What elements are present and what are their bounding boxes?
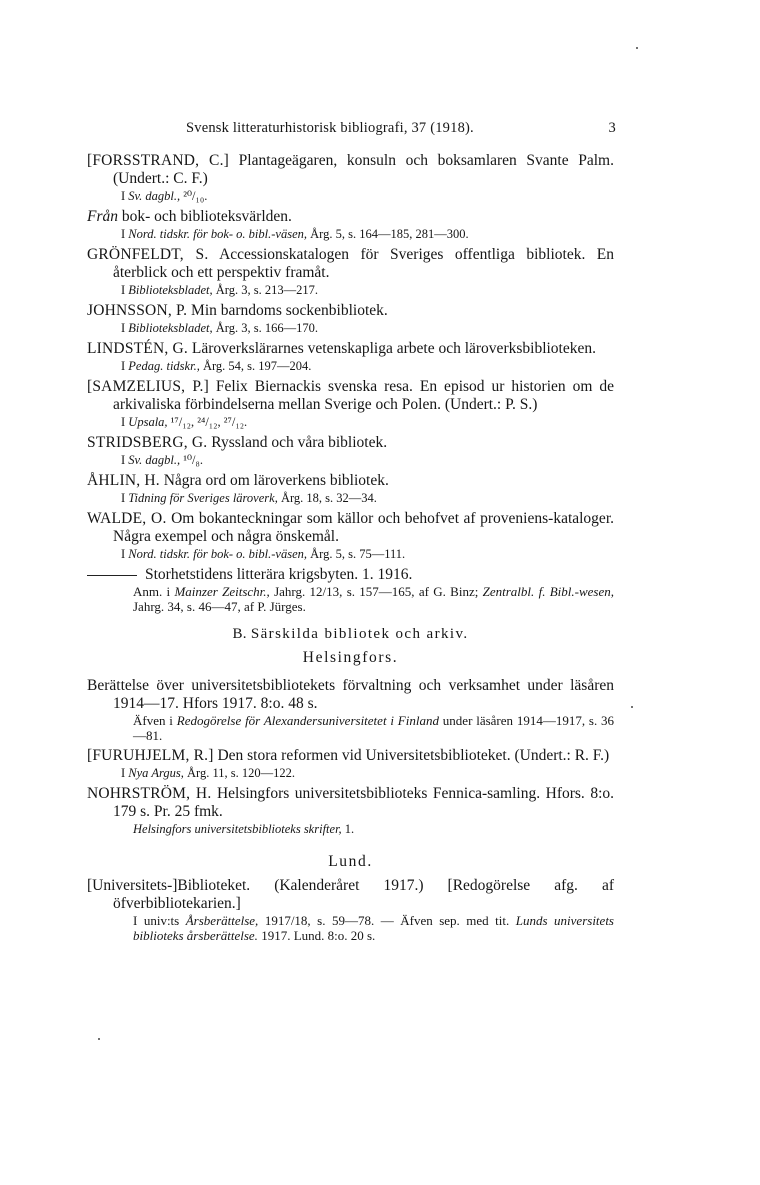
ref-detail: Årg. 3, s. 213—217. <box>215 283 318 297</box>
bibliography-entry <box>87 378 614 430</box>
entry-text: Ryssland och våra bibliotek. <box>211 434 388 451</box>
ref-detail: Årg. 54, s. 197—204. <box>202 359 312 373</box>
ref-detail: Årg. 5, s. 75—111. <box>310 547 406 561</box>
ref-prefix: I <box>121 453 126 467</box>
bibliography-content <box>87 152 614 947</box>
ref-source: Sv. dagbl., <box>128 189 181 203</box>
entry-text: Berättelse över universitetsbibliotekets förvaltning och verksamhet under läsåren 1914—17. Hfors 1917. 8:o. 48 s. <box>87 677 614 712</box>
entry-author: GRÖNFELDT, S. <box>87 246 209 263</box>
page-number: 3 <box>608 120 616 136</box>
entry-reference <box>87 320 614 336</box>
ref-prefix: I <box>121 321 126 335</box>
entry-note <box>87 584 614 614</box>
entry-reference <box>87 358 614 374</box>
bibliography-entry <box>87 877 614 943</box>
ref-source: Sv. dagbl., <box>128 453 181 467</box>
note-source: Lunds universitets biblioteks årsberättelse. <box>133 913 614 943</box>
bibliography-entry <box>87 302 614 336</box>
ref-source: Upsala, <box>128 415 168 429</box>
entry-text: Storhetstidens litterära krigsbyten. 1. 1916. <box>145 566 413 583</box>
note-text: Jahrg. 12/13, s. 157—165, af G. Binz; <box>274 584 479 599</box>
section-letter: B. <box>232 626 247 642</box>
entry-reference <box>87 546 614 562</box>
scan-speck <box>631 706 633 708</box>
ref-detail: ²⁰/₁₀. <box>183 189 208 203</box>
ref-prefix: I <box>121 766 126 780</box>
ref-detail: Årg. 18, s. 32—34. <box>280 491 377 505</box>
ref-detail: Årg. 11, s. 120—122. <box>186 766 295 780</box>
entry-author: [SAMZELIUS, P.] <box>87 378 209 395</box>
entry-reference <box>87 188 614 204</box>
bibliography-entry <box>87 566 614 614</box>
ref-detail: ¹⁰/₈. <box>183 453 203 467</box>
note-source: Redogörelse för Alexandersuniversitetet i Finland <box>176 713 439 728</box>
bibliography-entry <box>87 785 614 837</box>
ref-prefix: I <box>121 227 126 241</box>
entry-reference <box>87 414 614 430</box>
note-text: Jahrg. 34, s. 46—47, af P. Jürges. <box>133 599 306 614</box>
entry-author: STRIDSBERG, G. <box>87 434 208 451</box>
ref-detail: Årg. 5, s. 164—185, 281—300. <box>310 227 469 241</box>
note-text: 1917. Lund. 8:o. 20 s. <box>261 928 376 943</box>
ref-detail: ¹⁷/₁₂, ²⁴/₁₂, ²⁷/₁₂. <box>170 415 248 429</box>
ref-source: Nord. tidskr. för bok- o. bibl.-väsen, <box>128 227 307 241</box>
note-source: Årsberättelse, <box>185 913 259 928</box>
ref-source: Nord. tidskr. för bok- o. bibl.-väsen, <box>128 547 307 561</box>
bibliography-entry <box>87 152 614 204</box>
ref-detail: Årg. 3, s. 166—170. <box>215 321 318 335</box>
entry-text: bok- och biblioteksvärlden. <box>121 208 292 225</box>
entry-note <box>87 913 614 943</box>
entry-reference <box>87 226 614 242</box>
ref-prefix: I <box>121 491 126 505</box>
section-title: Särskilda bibliotek och arkiv. <box>250 626 469 642</box>
entry-author: [FURUHJELM, R.] <box>87 747 214 764</box>
ref-source: Tidning för Sveriges läroverk, <box>128 491 278 505</box>
note-text: under läsåren 1914—1917, s. 36—81. <box>133 713 615 743</box>
bibliography-entry <box>87 340 614 374</box>
ref-prefix: I <box>121 359 126 373</box>
bibliography-entry <box>87 747 614 781</box>
ref-source: Nya Argus, <box>128 766 184 780</box>
entry-reference <box>87 490 614 506</box>
place-heading-helsingfors: Helsingfors. <box>302 649 399 666</box>
entry-text: Accessionskatalogen för Sveriges offentliga bibliotek. En återblick och ett perspektiv framåt. <box>113 246 615 281</box>
entry-reference <box>87 452 614 468</box>
entry-text: Felix Biernackis svenska resa. En episod ur historien om de arkivaliska förbindelserna mellan Sverige och Polen. (Undert.: P. S.) <box>113 378 615 413</box>
entry-author: [FORSSTRAND, C.] <box>87 152 230 169</box>
scan-speck <box>98 1038 100 1040</box>
ref-prefix: I <box>121 189 126 203</box>
running-title: Svensk litteraturhistorisk bibliografi, 37 (1918). <box>186 120 474 136</box>
bibliography-entry <box>87 434 614 468</box>
series-number: 1. <box>344 822 355 836</box>
entry-author: Från <box>87 208 118 225</box>
entry-author: LINDSTÉN, G. <box>87 340 188 357</box>
bibliography-entry <box>87 677 614 743</box>
ref-prefix: I <box>121 283 126 297</box>
entry-text: Den stora reformen vid Universitetsbiblioteket. (Undert.: R. F.) <box>217 747 610 764</box>
ref-source: Pedag. tidskr., <box>128 359 200 373</box>
bibliography-entry <box>87 510 614 562</box>
entry-author: NOHRSTRÖM, H. <box>87 785 212 802</box>
ref-prefix: I <box>121 547 126 561</box>
entry-text: Plantageägaren, konsuln och boksamlaren Svante Palm. (Undert.: C. F.) <box>113 152 614 187</box>
entry-text: Min barndoms sockenbibliotek. <box>191 302 388 319</box>
note-text: Äfven i <box>133 713 173 728</box>
entry-author: WALDE, O. <box>87 510 167 527</box>
entry-series <box>87 821 614 837</box>
entry-author: JOHNSSON, P. <box>87 302 188 319</box>
entry-text: [Universitets-]Biblioteket. (Kalenderåret 1917.) [Redogörelse afg. af öfverbibliotekarien.] <box>87 877 614 912</box>
note-source: Mainzer Zeitschr., <box>174 584 270 599</box>
bibliography-entry <box>87 246 614 298</box>
ref-prefix: I <box>121 415 126 429</box>
note-text: Anm. i <box>133 584 171 599</box>
entry-text: Om bokanteckningar som källor och behofvet af proveniens-kataloger. Några exempel och några önskemål. <box>113 510 614 545</box>
entry-text: Läroverkslärarnes vetenskapliga arbete och läroverksbiblioteken. <box>191 340 596 357</box>
place-heading-lund: Lund. <box>328 853 373 870</box>
entry-author: ÅHLIN, H. <box>87 472 160 489</box>
ditto-dash <box>87 575 137 576</box>
ref-source: Biblioteksbladet, <box>128 283 213 297</box>
note-source: Zentralbl. f. Bibl.-wesen, <box>482 584 615 599</box>
entry-text: Några ord om läroverkens bibliotek. <box>163 472 389 489</box>
note-text: I univ:ts <box>133 913 180 928</box>
section-heading <box>87 626 614 643</box>
ref-source: Biblioteksbladet, <box>128 321 213 335</box>
scan-speck <box>636 47 638 49</box>
bibliography-entry <box>87 208 614 242</box>
entry-reference <box>87 765 614 781</box>
entry-note <box>87 713 614 743</box>
series-title: Helsingfors universitetsbiblioteks skrifter, <box>133 822 342 836</box>
entry-reference <box>87 282 614 298</box>
entry-text: Helsingfors universitetsbiblioteks Fennica-samling. Hfors. 8:o. 179 s. Pr. 25 fmk. <box>113 785 615 820</box>
note-text: 1917/18, s. 59—78. — Äfven sep. med tit. <box>264 913 510 928</box>
bibliography-entry <box>87 472 614 506</box>
